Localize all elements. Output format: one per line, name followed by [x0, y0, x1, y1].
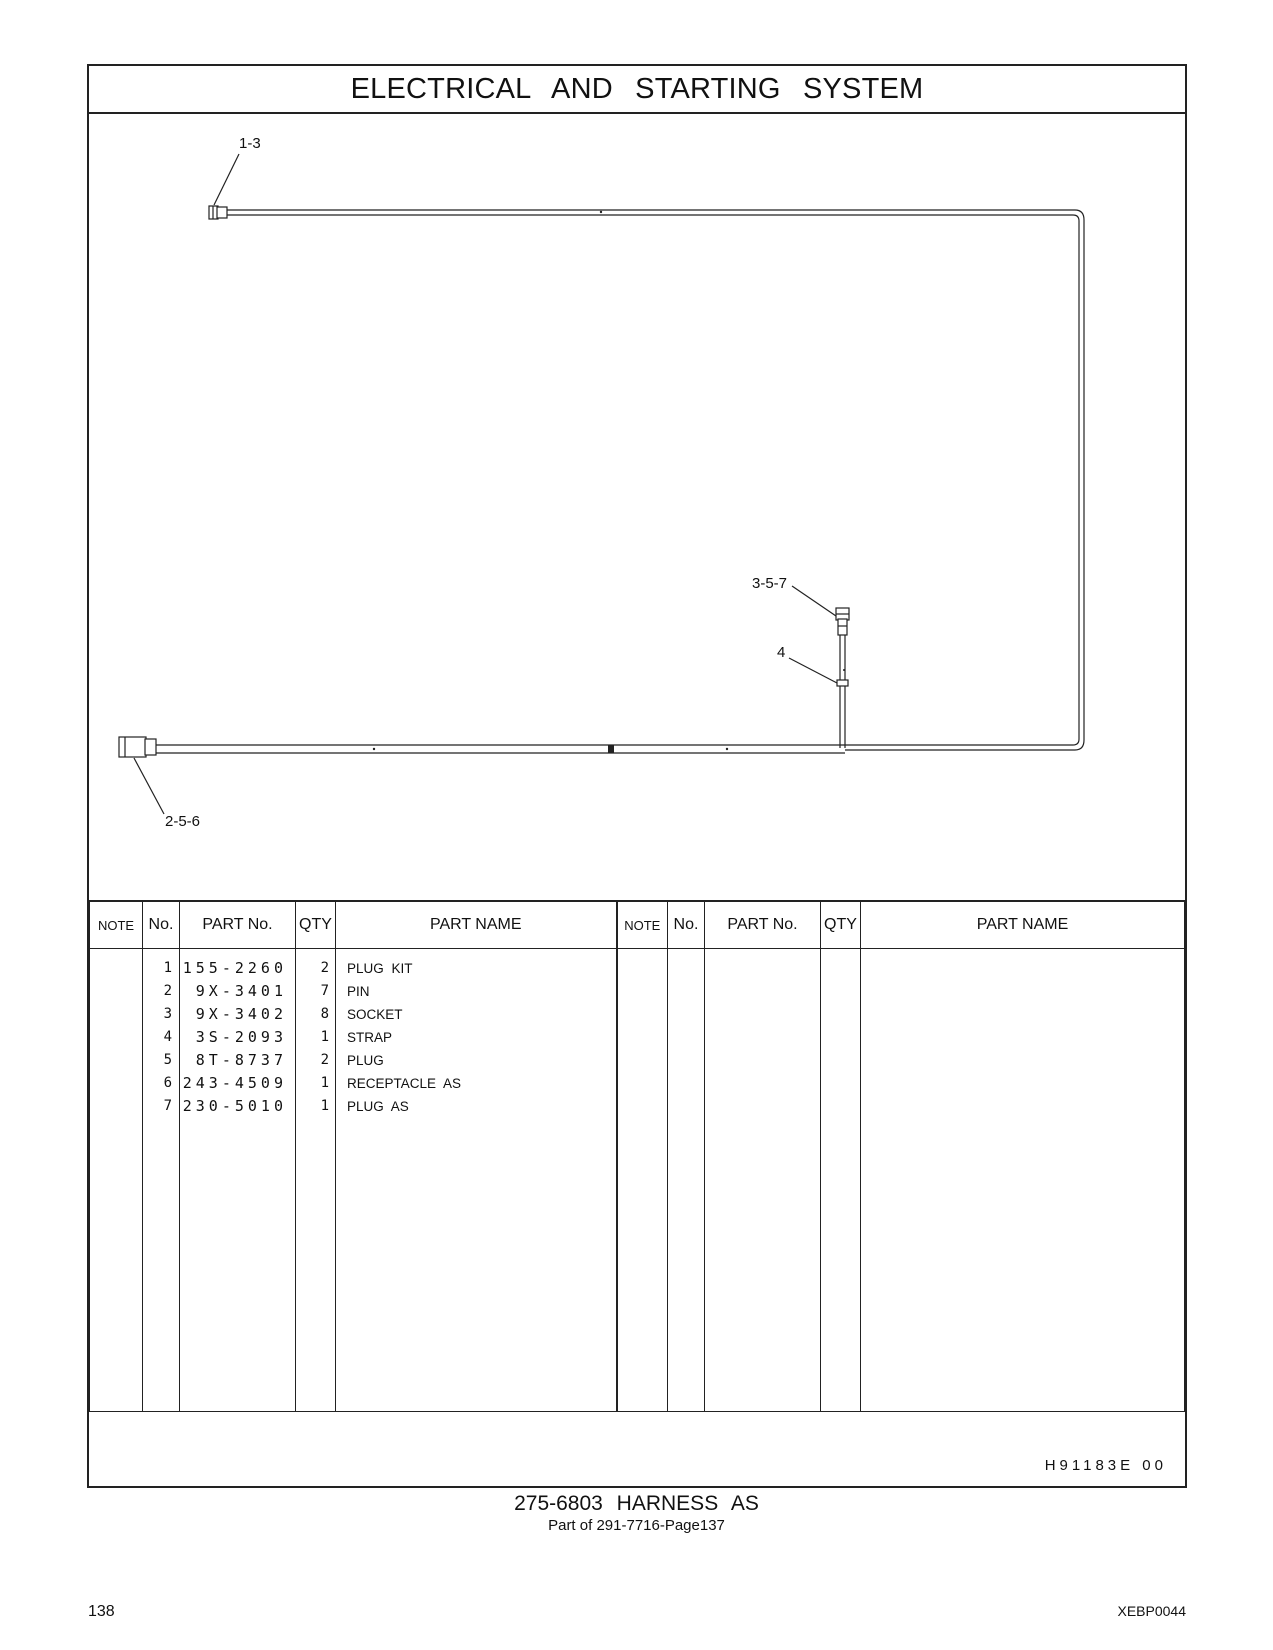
- vertical-branch: [840, 634, 845, 748]
- part-name: SOCKET: [347, 1007, 403, 1022]
- item-number-column-right: [668, 949, 705, 1412]
- callout-4: 4: [777, 644, 786, 661]
- leader-line-2: [792, 586, 836, 616]
- frame-footer: [89, 1412, 1185, 1486]
- quantity: 2: [320, 1052, 329, 1068]
- part-name: STRAP: [347, 1030, 393, 1045]
- connector-receptacle-bottom: [119, 737, 156, 757]
- part-number-column: [180, 949, 296, 1412]
- part-name-column-right: [861, 949, 1185, 1412]
- document-code: XEBP0044: [1117, 1603, 1186, 1619]
- header-note-right: NOTE: [617, 901, 668, 949]
- parts-list-table: [89, 900, 1185, 1412]
- leader-line-3: [789, 658, 837, 683]
- assembly-reference: Part of 291-7716-Page137: [548, 1517, 725, 1534]
- connector-plug-top: [209, 206, 227, 219]
- header-part-no-right: PART No.: [705, 901, 821, 949]
- header-part-no: PART No.: [180, 901, 296, 949]
- quantity: 7: [320, 983, 329, 999]
- upper-harness-trunk-inner: [225, 215, 1079, 745]
- part-number: 243-4509: [182, 1074, 287, 1092]
- quantity: 2: [320, 960, 329, 976]
- header-qty-right: QTY: [821, 901, 861, 949]
- part-name-column: [336, 949, 617, 1412]
- header-part-name-right: PART NAME: [861, 901, 1185, 949]
- note-column-right: [617, 949, 668, 1412]
- lower-harness-trunk: [156, 745, 845, 753]
- drawing-code: H91183E 00: [1044, 1457, 1167, 1474]
- leader-line-1: [214, 154, 239, 205]
- item-number: 1: [163, 960, 172, 976]
- part-number: 8T-8737: [195, 1051, 287, 1069]
- quantity: 1: [320, 1098, 329, 1114]
- header-part-name: PART NAME: [336, 901, 617, 949]
- harness-markers: [373, 211, 845, 753]
- quantity: 1: [320, 1029, 329, 1045]
- item-number: 7: [163, 1098, 172, 1114]
- assembly-caption: 275-6803 HARNESS AS: [514, 1492, 759, 1515]
- part-number: 9X-3402: [195, 1005, 287, 1023]
- callout-2-5-6: 2-5-6: [165, 813, 201, 830]
- part-number: 230-5010: [182, 1097, 287, 1115]
- table-header-row: [90, 901, 1185, 949]
- part-name: PLUG KIT: [347, 961, 413, 976]
- quantity-column-right: [821, 949, 861, 1412]
- part-name: PIN: [347, 984, 370, 999]
- connector-plug-branch: [836, 608, 849, 635]
- header-note: NOTE: [90, 901, 143, 949]
- strap: [837, 680, 848, 686]
- callout-3-5-7: 3-5-7: [752, 575, 788, 592]
- leader-line-4: [134, 758, 164, 814]
- quantity: 8: [320, 1006, 329, 1022]
- section-title: ELECTRICAL AND STARTING SYSTEM: [89, 66, 1185, 114]
- part-name: PLUG: [347, 1053, 384, 1068]
- part-number-column-right: [705, 949, 821, 1412]
- harness-diagram: [89, 114, 1185, 902]
- header-no-right: No.: [668, 901, 705, 949]
- part-number: 155-2260: [182, 959, 287, 977]
- upper-harness-trunk: [225, 210, 1084, 750]
- item-number: 6: [163, 1075, 172, 1091]
- callout-1-3: 1-3: [239, 135, 261, 152]
- item-number: 2: [163, 983, 172, 999]
- item-number: 4: [163, 1029, 172, 1045]
- part-name: PLUG AS: [347, 1099, 409, 1114]
- part-name: RECEPTACLE AS: [347, 1076, 462, 1091]
- header-qty: QTY: [296, 901, 336, 949]
- part-number: 9X-3401: [195, 982, 287, 1000]
- item-number: 5: [163, 1052, 172, 1068]
- note-column: [90, 949, 143, 1412]
- parts-page-frame: [87, 64, 1187, 1488]
- item-number-column: [143, 949, 180, 1412]
- part-number: 3S-2093: [195, 1028, 287, 1046]
- item-number: 3: [163, 1006, 172, 1022]
- header-no: No.: [143, 901, 180, 949]
- page-number: 138: [88, 1603, 115, 1620]
- quantity-column: [296, 949, 336, 1412]
- quantity: 1: [320, 1075, 329, 1091]
- harness-drawing: [89, 114, 1185, 902]
